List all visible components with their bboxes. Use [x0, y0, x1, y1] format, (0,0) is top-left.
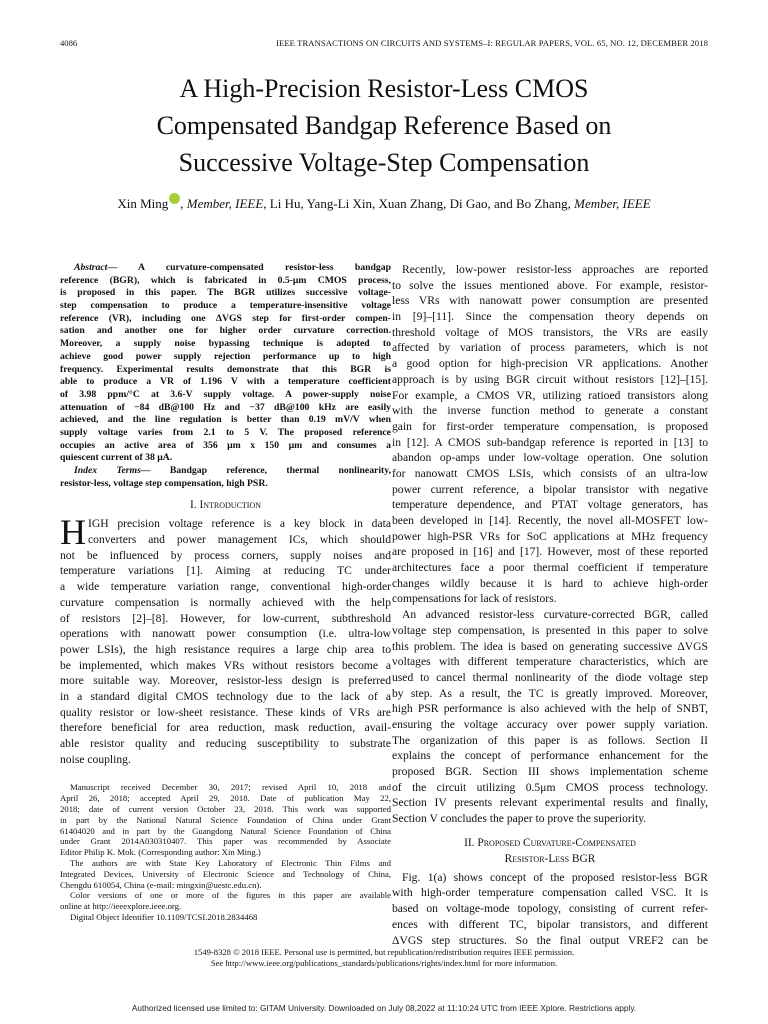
text-line: in [12]. A CMOS sub-bandgap reference is reported in [13] to — [392, 435, 708, 449]
paragraph — [392, 870, 708, 948]
paper-title — [60, 70, 708, 181]
text-line: able resistor quality and reducing susceptibility to substrate — [60, 737, 391, 750]
footnote — [60, 782, 391, 922]
text-line: achieve good power supply rejection performance up to high — [60, 350, 391, 362]
text-line: proposed BGR. Section III shows implementation scheme — [392, 765, 708, 778]
text-line: in part by the National Natural Science Foundation of China under Grant — [60, 814, 391, 825]
text-line: more suitable way. Moreover, resistor-less design is preferred — [60, 674, 391, 688]
text-line: changes wildly because it is hard to achieve high-order — [392, 576, 708, 590]
text-line: abandon op-amps under low-voltage operation. One solution — [392, 451, 708, 465]
text-line: architectures face a poor thermal coefficient if temperature — [392, 561, 708, 575]
text-line: with the inverse function method to generate a constant — [392, 404, 708, 418]
text-line: not be influenced by process corners, supply noises and — [60, 548, 391, 562]
drop-cap: H — [60, 512, 86, 553]
orcid-icon[interactable] — [169, 193, 180, 204]
text-line: by step. As a result, the TC is greatly improved. Moreover, — [392, 686, 708, 700]
text-line: temperature dependence, and PTAT voltage generators, has — [392, 498, 708, 512]
copyright-line: See http://www.ieee.org/publications_standards/publications/rights/index.html for more information. — [210, 958, 558, 968]
text-line: achieved, and the line regulation is better than 0.19 mV/V when — [60, 414, 391, 426]
text-line: temperature variations [1]. Aiming at reducing TC under — [60, 564, 391, 578]
text-line: sation and another one for higher order curvature correction. — [60, 325, 391, 337]
license-notice: Authorized licensed use limited to: GITAM University. Downloaded on July 08,2022 at 11:10:24 UTC from IEEE Xplore. Restrictions apply. — [131, 1003, 637, 1013]
text-line — [60, 465, 391, 478]
text-line: of the circuit utilizing 0.5μm CMOS process technology. — [392, 780, 708, 794]
text-line: threshold voltage of MOS transistors, the VRs are easily — [392, 325, 708, 339]
text-line: therefore beneficial for area reduction, mask reduction, avail- — [60, 721, 391, 735]
text-line: in [9]–[11]. Since the compensation theory depends on — [392, 310, 708, 324]
text-line: 2018; date of current version October 23, 2018. This work was supported — [60, 803, 391, 814]
text-line: ensuring the voltage accuracy over power supply variation. — [392, 717, 708, 731]
text-run: — A curvature-compensated resistor-less bandgap — [107, 262, 391, 273]
text-line: reference (VR), including one ΔVGS step for first-order compen- — [60, 312, 391, 324]
section-heading: II. Proposed Curvature-Compensated — [464, 836, 636, 849]
abstract — [60, 262, 391, 465]
text-line: Editor Philip K. Mok. (Corresponding author: Xin Ming.) — [60, 847, 261, 858]
text-line: reference (BGR), which is fabricated in 0.5-μm CMOS process, — [60, 274, 391, 286]
author-first: Xin Ming — [117, 196, 169, 211]
author-role: Member, IEEE — [574, 196, 651, 211]
text-line: with high-order temperature compensation called VSC. It is — [392, 886, 708, 900]
text-line: Section V concludes the paper to prove the superiority. — [392, 812, 647, 826]
text-line: April 26, 2018; accepted April 29, 2018. Date of publication May 22, — [60, 793, 391, 804]
text-line: voltage step compensation, is presented in this paper to solve — [392, 623, 708, 637]
text-line: are proposed in [16] and [17]. However, most of these reported — [392, 545, 708, 559]
text-line: under Grant 2014A030310407. This paper was recommended by Associate — [60, 836, 391, 847]
text-line: The authors are with State Key Laboratory of Electronic Thin Films and — [70, 857, 391, 868]
text-line: Color versions of one or more of the figures in this paper are available — [70, 890, 391, 901]
text-line: of 3.98 ppm/°C at 3.6-V supply voltage. A power-supply noise — [60, 388, 391, 400]
text-line: operations with nanowatt power consumption (i.e. ultra-low — [60, 627, 391, 641]
text-line: this problem. The idea is based on generating successive ΔVGS — [392, 639, 708, 653]
section-heading: I. Introduction — [189, 499, 262, 512]
text-line: affected by variation of process parameters, which is not — [392, 341, 708, 355]
text-line: ences with different TC, bipolar transistors, and different — [392, 917, 708, 931]
text-line: quiescent current of 38 μA. — [60, 452, 173, 464]
text-line: a good option for high-precision VR applications. Another — [392, 357, 708, 371]
page-number: 4086 — [60, 38, 78, 48]
text-line: step compensation to produce a temperature-insensitive voltage — [60, 300, 391, 312]
text-line: Integrated Devices, University of Electronic Science and Technology of China, — [60, 868, 391, 879]
title-line: Compensated Bandgap Reference Based on — [156, 111, 612, 140]
text-line: explains the concept of performance enhancement for the — [392, 749, 708, 763]
text-line: An advanced resistor-less curvature-corrected BGR, called — [402, 608, 708, 622]
text-line: Section IV presents relevant experimental results and finally, — [392, 796, 708, 810]
text-run: — Bandgap reference, thermal nonlinearity, — [140, 465, 391, 476]
text-line: power current reference, a bipolar transistor with negative — [392, 482, 708, 496]
text-line: compensations for lack of resistors. — [392, 592, 557, 606]
copyright-notice — [60, 947, 708, 969]
text-line: a wide temperature variation range, conventional high-order — [60, 580, 391, 594]
text-line: power LSIs), the high resistance requires a large chip area to — [60, 642, 391, 656]
text-line: able to produce a VR of 1.196 V with a temperature coefficient — [60, 376, 391, 388]
section-heading: Resistor-Less BGR — [504, 852, 596, 865]
text-line: gain for first-order temperature compensation, is proposed — [392, 419, 708, 433]
text-line: approach is by using BGR circuit without resistors [12]–[15]. — [392, 372, 708, 386]
right-column — [392, 262, 708, 948]
left-column — [60, 262, 391, 923]
text-line: attenuation of −84 dB@100 Hz and −37 dB@100 kHz are easily — [60, 401, 391, 413]
author-others: , Li Hu, Yang-Li Xin, Xuan Zhang, Di Gao, and Bo Zhang, — [263, 196, 575, 211]
copyright-line: 1549-8328 © 2018 IEEE. Personal use is permitted, but republication/redistribution requires IEEE permission. — [193, 947, 575, 957]
text-line: IGH precision voltage reference is a key block in data — [88, 517, 391, 531]
running-header — [60, 38, 708, 52]
text-line: The organization of this paper is as follows. Section II — [392, 733, 708, 747]
text-line: online at http://ieeexplore.ieee.org. — [60, 901, 182, 912]
text-line: Fig. 1(a) shows concept of the proposed resistor-less BGR — [402, 870, 708, 884]
text-line: voltages with different temperature characteristics, which are — [392, 655, 708, 669]
text-line: Moreover, a supply noise bypassing technique is adopted to — [60, 338, 391, 350]
text-line: ΔVGS step structures. So the final output VREF2 can be — [392, 933, 708, 947]
text-line: resistor-less, voltage step compensation, high PSR. — [60, 477, 268, 489]
text-line: curvature compensation is normally achieved with the help — [60, 595, 391, 609]
text-line: frequency. Experimental results demonstrate that this BGR is — [60, 363, 391, 375]
text-line: noise coupling. — [60, 752, 131, 766]
text-line: 61404020 and in part by the Guangdong Natural Science Foundation of China — [60, 825, 391, 836]
text-line: Recently, low-power resistor-less approaches are reported — [402, 263, 708, 276]
text-line: quality resistor or low-sheet resistance. These kinds of VRs are — [60, 705, 391, 719]
text-line: based on voltage-mode topology, consisting of current refer- — [392, 902, 708, 916]
text-line: For example, a CMOS VR, utilizing ratioed transistors along — [392, 388, 708, 402]
section-label: Abstract — [74, 262, 108, 273]
text-line: is proposed in this paper. The BGR utilizes successive voltage- — [60, 287, 391, 299]
author-role: , Member, IEEE — [180, 196, 264, 211]
text-line: supply voltage varies from 2.1 to 5 V. The proposed reference — [60, 426, 391, 438]
text-line: been developed in [14]. Recently, the novel all-MOSFET low- — [392, 514, 708, 527]
text-line: Chengdu 610054, China (e-mail: mingxin@uestc.edu.cn). — [60, 879, 262, 890]
journal-name: IEEE TRANSACTIONS ON CIRCUITS AND SYSTEMS–I: REGULAR PAPERS, VOL. 65, NO. 12, DECEMBER 2018 — [276, 38, 708, 48]
text-line — [60, 262, 391, 275]
text-line: to solve the issues mentioned above. For example, resistor- — [392, 278, 708, 292]
index-terms — [60, 465, 391, 490]
text-line: be implemented, which makes VRs without resistors become a — [60, 658, 391, 672]
text-line: converters and power management ICs, which should — [88, 533, 391, 547]
author-list — [60, 193, 708, 212]
title-line: Successive Voltage-Step Compensation — [178, 148, 590, 177]
text-line: Digital Object Identifier 10.1109/TCSI.2018.2834468 — [70, 911, 258, 922]
text-line: used to cancel thermal nonlinearity of the diode voltage step — [392, 670, 708, 684]
text-line: in a standard digital CMOS technology due to the lack of a — [60, 689, 391, 703]
text-line: less VRs with nanowatt power consumption are presented — [392, 294, 708, 308]
section-label: Index Terms — [74, 465, 141, 476]
intro-paragraph — [60, 512, 391, 767]
text-line: power high-PSR VRs for SoC applications at MHz frequency — [392, 529, 708, 543]
title-line: A High-Precision Resistor-Less CMOS — [179, 74, 589, 103]
paragraph — [392, 262, 708, 607]
text-line: occupies an active area of 356 μm x 150 μm and consumes a — [60, 439, 391, 451]
paragraph — [392, 607, 708, 827]
text-line: Manuscript received December 30, 2017; revised April 10, 2018 and — [70, 782, 391, 793]
text-line: for nanowatt CMOS LSIs, which consists of an ultra-low — [392, 466, 708, 480]
text-line: of resistors [2]–[8]. However, for low-current, subthreshold — [60, 611, 391, 625]
text-line: high PSR performance is also achieved with the help of SNBT, — [392, 702, 708, 716]
